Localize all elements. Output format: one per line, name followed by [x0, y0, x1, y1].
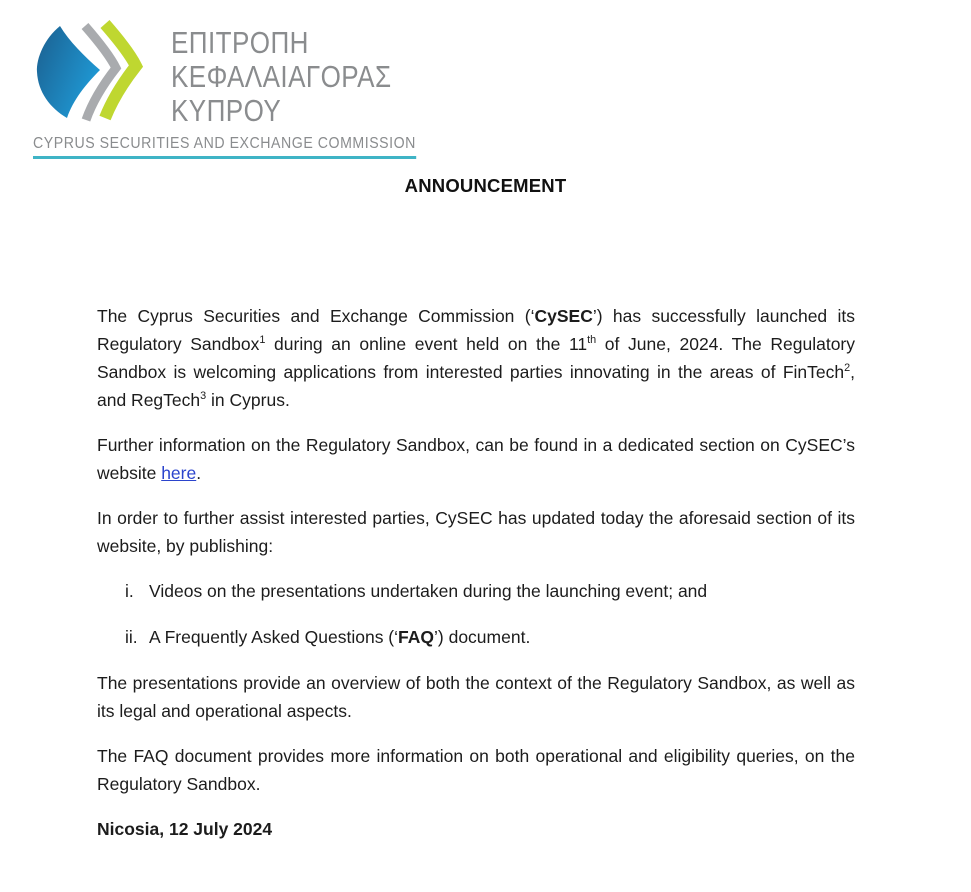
page-title: ANNOUNCEMENT	[404, 175, 567, 196]
bold-text-run: FAQ	[398, 627, 435, 647]
paragraph-presentations	[97, 669, 855, 725]
superscript-footnote-ref: 1	[259, 334, 266, 347]
superscript-footnote-ref: 3	[200, 390, 207, 403]
list-item	[97, 577, 855, 605]
here-link[interactable]: here	[161, 463, 197, 483]
list-marker: ii.	[125, 627, 138, 647]
logo-greek-name	[171, 26, 391, 128]
text-run: A Frequently Asked Questions (‘	[149, 627, 399, 647]
bold-text-run: CySEC	[534, 306, 593, 326]
logo-greek-line-3: ΚΥΠΡΟΥ	[171, 93, 282, 128]
text-run: during an online event held on the 11	[265, 334, 588, 354]
text-run: In order to further assist interested parties, CySEC has updated today the aforesaid section of its website, by publishing:	[97, 508, 855, 556]
paragraph-further-info	[97, 431, 855, 487]
text-run: .	[196, 463, 202, 483]
paragraph-intro	[97, 302, 855, 414]
list-marker: i.	[125, 581, 134, 601]
logo-english-name: CYPRUS SECURITIES AND EXCHANGE COMMISSION	[33, 134, 416, 159]
text-run: of June, 2024. The Regulatory Sandbox is welcoming applications from interested parties innovating in the areas of FinTech	[97, 334, 855, 382]
paragraph-dateline	[97, 815, 855, 843]
logo-greek-line-1: ΕΠΙΤΡΟΠΗ	[171, 25, 309, 60]
superscript-footnote-ref: th	[587, 334, 597, 347]
list-item-text	[149, 623, 855, 651]
text-run: Videos on the presentations undertaken during the launching event; and	[149, 581, 708, 601]
text-run: Further information on the Regulatory Sandbox, can be found in a dedicated section on CySEC’s website	[97, 435, 855, 483]
superscript-footnote-ref: 2	[844, 362, 851, 375]
document-body	[97, 302, 855, 860]
text-run: The FAQ document provides more information on both operational and eligibility queries, on the Regulatory Sandbox.	[97, 746, 855, 794]
cysec-logo-mark-icon	[33, 20, 161, 132]
text-run: The presentations provide an overview of both the context of the Regulatory Sandbox, as well as its legal and operational aspects.	[97, 673, 855, 721]
text-run: Nicosia, 12 July 2024	[97, 819, 273, 839]
text-run: ’) has successfully launched its Regulatory Sandbox	[97, 306, 855, 354]
text-run: The Cyprus Securities and Exchange Commission (‘	[97, 306, 535, 326]
text-run: in Cyprus.	[206, 390, 290, 410]
list-item-text	[149, 577, 855, 605]
list-item	[97, 623, 855, 651]
paragraph-assist	[97, 504, 855, 560]
paragraph-faq	[97, 742, 855, 798]
logo-greek-line-2: ΚΕΦΑΛΑΙΑΓΟΡΑΣ	[171, 59, 392, 94]
text-run: ’) document.	[434, 627, 531, 647]
text-run: , and RegTech	[97, 362, 855, 410]
cysec-logo	[33, 20, 416, 159]
